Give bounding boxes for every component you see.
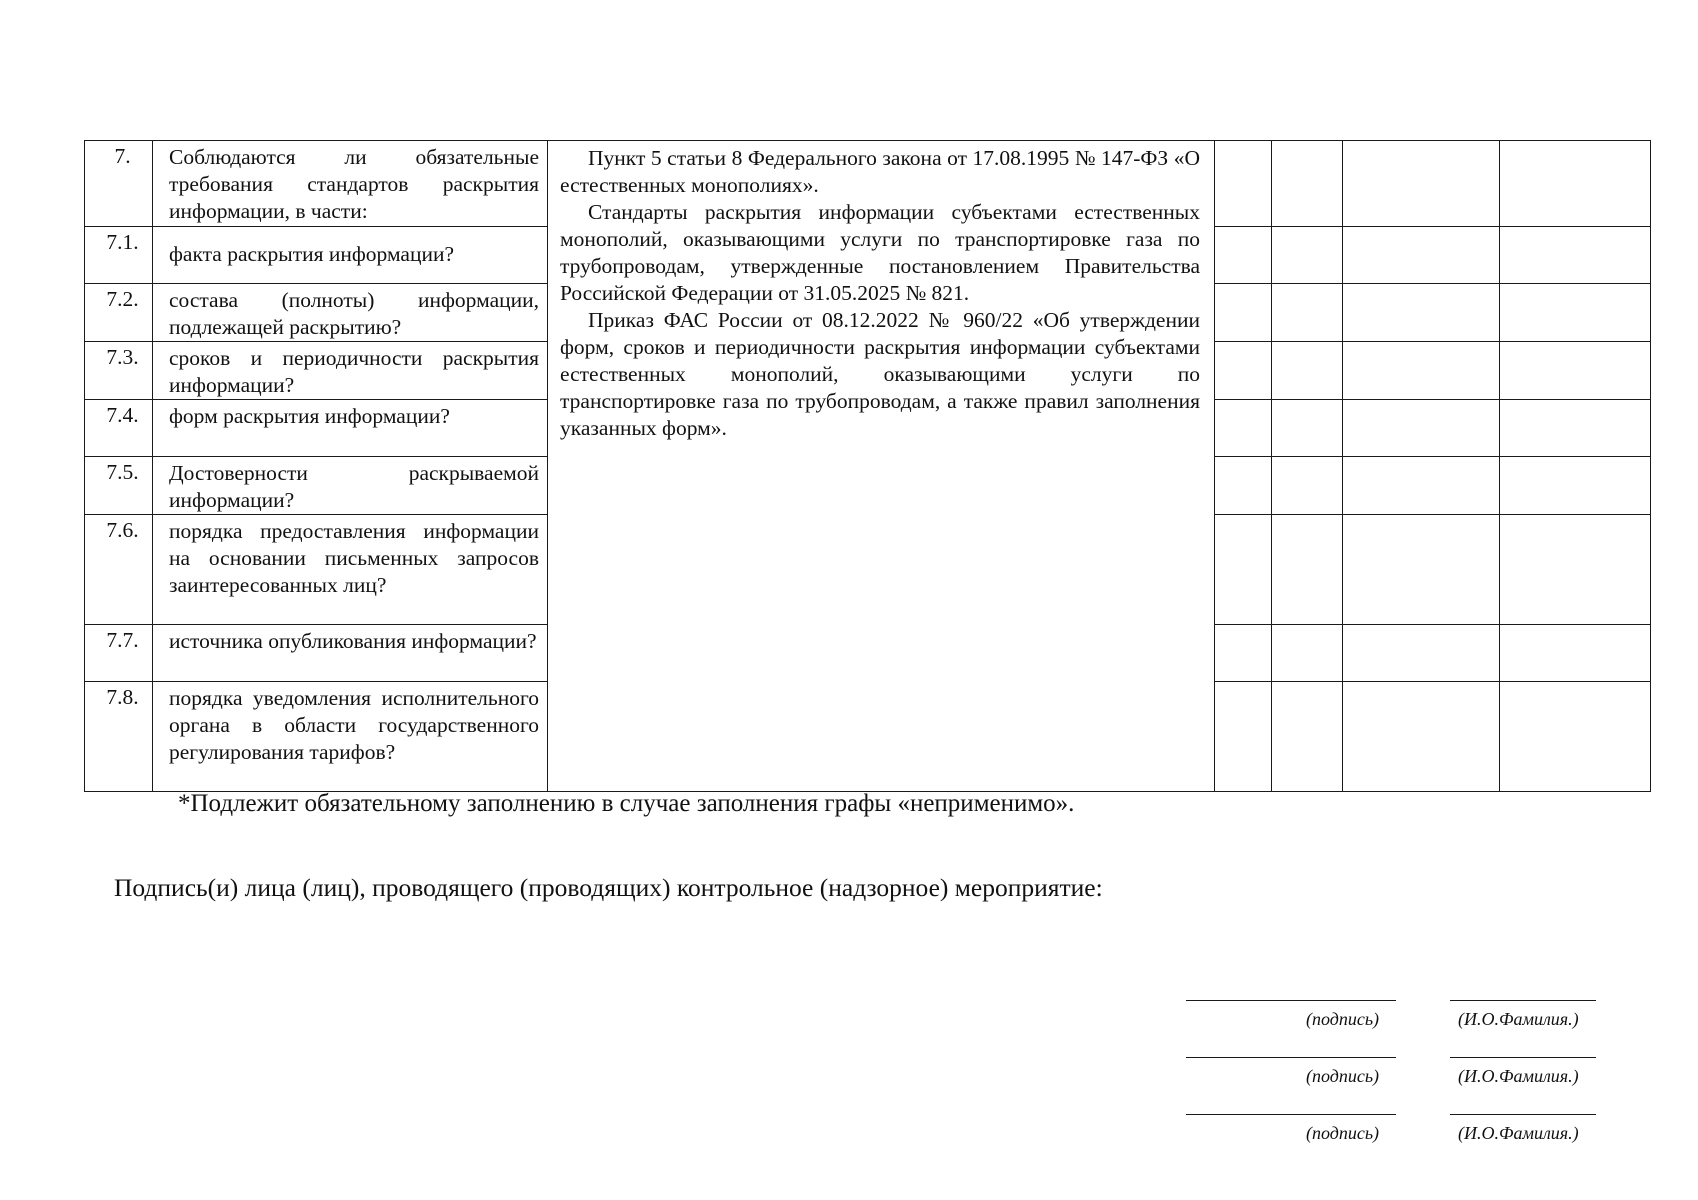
signature-block: [1186, 1000, 1596, 1040]
signature-block: [1186, 1114, 1596, 1154]
question-cell: порядка предоставления информации на основании письменных запросов заинтересованных лиц?: [153, 515, 548, 625]
name-line[interactable]: [1450, 1057, 1596, 1058]
legal-reference-cell: [548, 141, 1215, 792]
answer-cell[interactable]: [1343, 400, 1500, 457]
footnote: *Подлежит обязательному заполнению в случае заполнения графы «неприменимо».: [178, 790, 1075, 817]
row-number: 7.7.: [85, 625, 153, 682]
answer-cell[interactable]: [1215, 141, 1272, 227]
signature-caption: (подпись): [1306, 1009, 1380, 1029]
signature-block: [1186, 1057, 1596, 1097]
answer-cell[interactable]: [1500, 515, 1651, 625]
row-number: 7.1.: [85, 227, 153, 284]
answer-cell[interactable]: [1215, 284, 1272, 342]
answer-cell[interactable]: [1343, 515, 1500, 625]
answer-cell[interactable]: [1272, 625, 1343, 682]
answer-cell[interactable]: [1343, 284, 1500, 342]
signature-line[interactable]: [1186, 1114, 1396, 1115]
answer-cell[interactable]: [1272, 342, 1343, 400]
answer-cell[interactable]: [1500, 682, 1651, 792]
signature-line[interactable]: [1186, 1057, 1396, 1058]
answer-cell[interactable]: [1215, 457, 1272, 515]
signature-title: Подпись(и) лица (лиц), проводящего (проводящих) контрольное (надзорное) мероприятие:: [114, 873, 1103, 902]
answer-cell[interactable]: [1343, 227, 1500, 284]
row-number: 7.: [85, 141, 153, 227]
answer-cell[interactable]: [1500, 227, 1651, 284]
answer-cell[interactable]: [1272, 400, 1343, 457]
answer-cell[interactable]: [1500, 625, 1651, 682]
answer-cell[interactable]: [1500, 342, 1651, 400]
signature-line[interactable]: [1186, 1000, 1396, 1001]
answer-cell[interactable]: [1215, 227, 1272, 284]
question-cell: источника опубликования информации?: [153, 625, 548, 682]
answer-cell[interactable]: [1343, 342, 1500, 400]
answer-cell[interactable]: [1215, 342, 1272, 400]
name-line[interactable]: [1450, 1114, 1596, 1115]
answer-cell[interactable]: [1272, 682, 1343, 792]
answer-cell[interactable]: [1272, 515, 1343, 625]
answer-cell[interactable]: [1500, 141, 1651, 227]
answer-cell[interactable]: [1272, 227, 1343, 284]
table-row: [85, 141, 1651, 227]
question-cell: сроков и периодичности раскрытия информации?: [153, 342, 548, 400]
reference-paragraph: Пункт 5 статьи 8 Федерального закона от 17.08.1995 № 147-ФЗ «О естественных монополиях».: [560, 146, 1200, 197]
name-caption: (И.О.Фамилия.): [1458, 1009, 1579, 1029]
name-caption: (И.О.Фамилия.): [1458, 1066, 1579, 1086]
answer-cell[interactable]: [1215, 625, 1272, 682]
answer-cell[interactable]: [1215, 682, 1272, 792]
question-cell: состава (полноты) информации, подлежащей раскрытию?: [153, 284, 548, 342]
row-number: 7.4.: [85, 400, 153, 457]
answer-cell[interactable]: [1272, 284, 1343, 342]
question-cell: факта раскрытия информации?: [153, 227, 548, 284]
question-cell: порядка уведомления исполнительного органа в области государственного регулирования тарифов?: [153, 682, 548, 792]
answer-cell[interactable]: [1500, 284, 1651, 342]
answer-cell[interactable]: [1343, 682, 1500, 792]
row-number: 7.5.: [85, 457, 153, 515]
row-number: 7.8.: [85, 682, 153, 792]
answer-cell[interactable]: [1272, 141, 1343, 227]
reference-paragraph: Приказ ФАС России от 08.12.2022 № 960/22 «Об утверждении форм, сроков и периодичности раскрытия информации субъектами естественных монополий, оказывающими услуги по транспортировке газа по трубопроводам, а также правил заполнения указанных форм».: [560, 308, 1200, 440]
reference-paragraph: Стандарты раскрытия информации субъектами естественных монополий, оказывающими услуги по транспортировке газа по трубопроводам, утвержденные постановлением Правительства Российской Федерации от 31.05.2025 № 821.: [560, 200, 1200, 305]
answer-cell[interactable]: [1500, 400, 1651, 457]
answer-cell[interactable]: [1343, 141, 1500, 227]
answer-cell[interactable]: [1343, 457, 1500, 515]
name-line[interactable]: [1450, 1000, 1596, 1001]
question-cell: форм раскрытия информации?: [153, 400, 548, 457]
signature-caption: (подпись): [1306, 1066, 1380, 1086]
answer-cell[interactable]: [1500, 457, 1651, 515]
row-number: 7.6.: [85, 515, 153, 625]
answer-cell[interactable]: [1343, 625, 1500, 682]
row-number: 7.3.: [85, 342, 153, 400]
row-number: 7.2.: [85, 284, 153, 342]
answer-cell[interactable]: [1272, 457, 1343, 515]
question-cell: Достоверности раскрываемой информации?: [153, 457, 548, 515]
answer-cell[interactable]: [1215, 400, 1272, 457]
name-caption: (И.О.Фамилия.): [1458, 1123, 1579, 1143]
question-cell: Соблюдаются ли обязательные требования стандартов раскрытия информации, в части:: [153, 141, 548, 227]
checklist-table: [84, 140, 1651, 792]
answer-cell[interactable]: [1215, 515, 1272, 625]
signature-caption: (подпись): [1306, 1123, 1380, 1143]
